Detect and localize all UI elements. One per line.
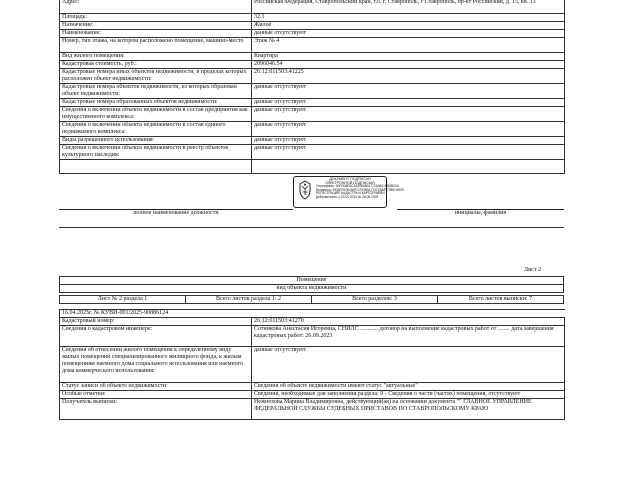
top-value: данные отсутствуют (252, 84, 565, 99)
top-label: Наименование: (60, 30, 252, 38)
object-details-table-2 (59, 309, 565, 420)
top-value: данные отсутствуют (252, 122, 565, 137)
top-row (60, 0, 565, 14)
cadastral-number-label: Кадастровый номер: (60, 318, 252, 326)
bottom-value: Сведения, необходимые для заполнения раздела: 9 - Сведения о части (частях) помещения, отсутствуют (252, 391, 565, 399)
top-row (60, 53, 565, 61)
stamp-owner: Владелец: ФЕДЕРАЛЬНАЯ СЛУЖБА ГОСУДАРСТВЕННОЙ (316, 187, 404, 192)
top-label: Кадастровые номера образованных объектов недвижимости: (60, 99, 252, 107)
top-label: Кадастровая стоимость, руб.: (60, 61, 252, 69)
top-row (60, 137, 565, 145)
object-type-subtitle: вид объекта недвижимости (60, 285, 564, 293)
top-label: Кадастровые номера объектов недвижимости, из которых образован объект недвижимости: (60, 84, 252, 99)
top-value: данные отсутствуют (252, 145, 565, 160)
bottom-label: Статус записи об объекте недвижимости: (60, 383, 252, 391)
top-value: данные отсутствуют (252, 99, 565, 107)
top-row (60, 30, 565, 38)
top-label: Адрес: (60, 0, 252, 14)
top-row (60, 38, 565, 53)
top-row (60, 69, 565, 84)
top-row (60, 107, 565, 122)
top-row (60, 99, 565, 107)
top-value: Квартира (252, 53, 565, 61)
top-label: Назначение: (60, 22, 252, 30)
top-label: Виды разрешенного использования: (60, 137, 252, 145)
top-row (60, 14, 565, 22)
top-label: Сведения о включении объекта недвижимости в состав единого недвижимого комплекса: (60, 122, 252, 137)
bottom-label: Сведения о кадастровом инженере: (60, 326, 252, 347)
top-value: данные отсутствуют (252, 137, 565, 145)
bottom-value: Нежнохова Марина Владимировна, действующий(ая) на основании документа "" ГЛАВНОЕ УПРАВЛЕНИЕ ФЕДЕРАЛЬНОЙ СЛУЖБЫ СУДЕБНЫХ ПРИСТАВОВ ПО СТАВРОПОЛЬСКОМУ КРАЮ (252, 399, 565, 420)
bottom-row (60, 347, 565, 383)
top-row (60, 61, 565, 69)
top-label: Номер, тип этажа, на котором расположено помещение, машино-место (60, 38, 252, 53)
electronic-signature-stamp (293, 176, 404, 208)
stamp-subtitle: ЭЛЕКТРОННОЙ ПОДПИСЬЮ (325, 180, 375, 185)
top-value: Жилое (252, 22, 565, 30)
sheet-of-section: Лист № 2 раздела 1 (60, 296, 186, 304)
top-value: 32.1 (252, 14, 565, 22)
top-label: Вид жилого помещения: (60, 53, 252, 61)
section-total-sheets: Всего листов раздела 1: 2 (186, 296, 312, 304)
top-value: данные отсутствуют (252, 107, 565, 122)
stamp-validity: Действителен: с 03.04.2024 по 28.06.2025 (316, 194, 379, 199)
object-type-header (59, 276, 564, 293)
top-value: 26:12:011503:41225 (252, 69, 565, 84)
top-row (60, 84, 565, 99)
sheet-counters (59, 295, 564, 304)
bottom-label: Особые отметки: (60, 391, 252, 399)
bottom-row (60, 391, 565, 399)
object-details-table (59, 0, 565, 174)
top-row (60, 122, 565, 137)
top-label: Кадастровые номера иных объектов недвижимости, в пределах которых расположен объект недвижимости: (60, 69, 252, 84)
extract-date-number: 16.04.2025г. № КУВИ-001/2025-90886124 (60, 310, 565, 318)
total-sections: Всего разделов: 3 (312, 296, 438, 304)
bottom-label: Сведения об отнесении жилого помещения к определенному виду жилых помещений специализированного жилищного фонда, к жилым помещениям наемного дома социального использования или наемного дома коммерческого использования: (60, 347, 252, 383)
top-value: данные отсутствуют (252, 30, 565, 38)
bottom-row (60, 383, 565, 391)
stamp-owner-cont: РЕГИСТРАЦИИ, КАДАСТРА И КАРТОГРАФИИ (316, 191, 385, 196)
top-label: Сведения о включении объекта недвижимости в реестр объектов культурного наследия: (60, 145, 252, 160)
stamp-title: ДОКУМЕНТ ПОДПИСАН (329, 177, 371, 181)
top-label: Сведения о включении объекта недвижимости в состав предприятия как имущественного комплекса: (60, 107, 252, 122)
stamp-certificate: Сертификат: 00F0D8E5C1A25E6B91772A9401F5DB0C6 (316, 184, 399, 189)
position-label: полное наименование должности (133, 210, 219, 216)
coat-of-arms-icon (297, 180, 313, 200)
bottom-value: Сотникова Анастасия Игоревна, СНИЛС ............ договор на выполнение кадастровых работ от ........ дата завершения кадастровых работ: 26.09.2023 (252, 326, 565, 347)
top-value: Российская Федерация, Ставропольский край, г.о. г. Ставрополь, г Ставрополь, пр-кт Российский, д. 15, кв. 13 (252, 0, 565, 14)
total-extract-sheets: Всего листов выписки: 7 (438, 296, 564, 304)
cadastral-number-value: 26:12:011503:41270 (252, 318, 565, 326)
bottom-value: данные отсутствуют (252, 347, 565, 383)
name-label: инициалы, фамилия (454, 210, 507, 216)
top-row (60, 160, 565, 174)
sheet-number: Лист 2 (524, 267, 542, 273)
top-row (60, 145, 565, 160)
top-value: 2096046.54 (252, 61, 565, 69)
top-value (252, 160, 565, 174)
top-row (60, 22, 565, 30)
bottom-label: Получатель выписки: (60, 399, 252, 420)
bottom-row (60, 399, 565, 420)
bottom-value: Сведения об объекте недвижимости имеют статус "актуальные" (252, 383, 565, 391)
top-value: Этаж № 4 (252, 38, 565, 53)
bottom-row (60, 326, 565, 347)
top-label: Площадь: (60, 14, 252, 22)
top-label (60, 160, 252, 174)
section-divider (59, 227, 564, 228)
object-type-title: Помещение (60, 277, 564, 285)
